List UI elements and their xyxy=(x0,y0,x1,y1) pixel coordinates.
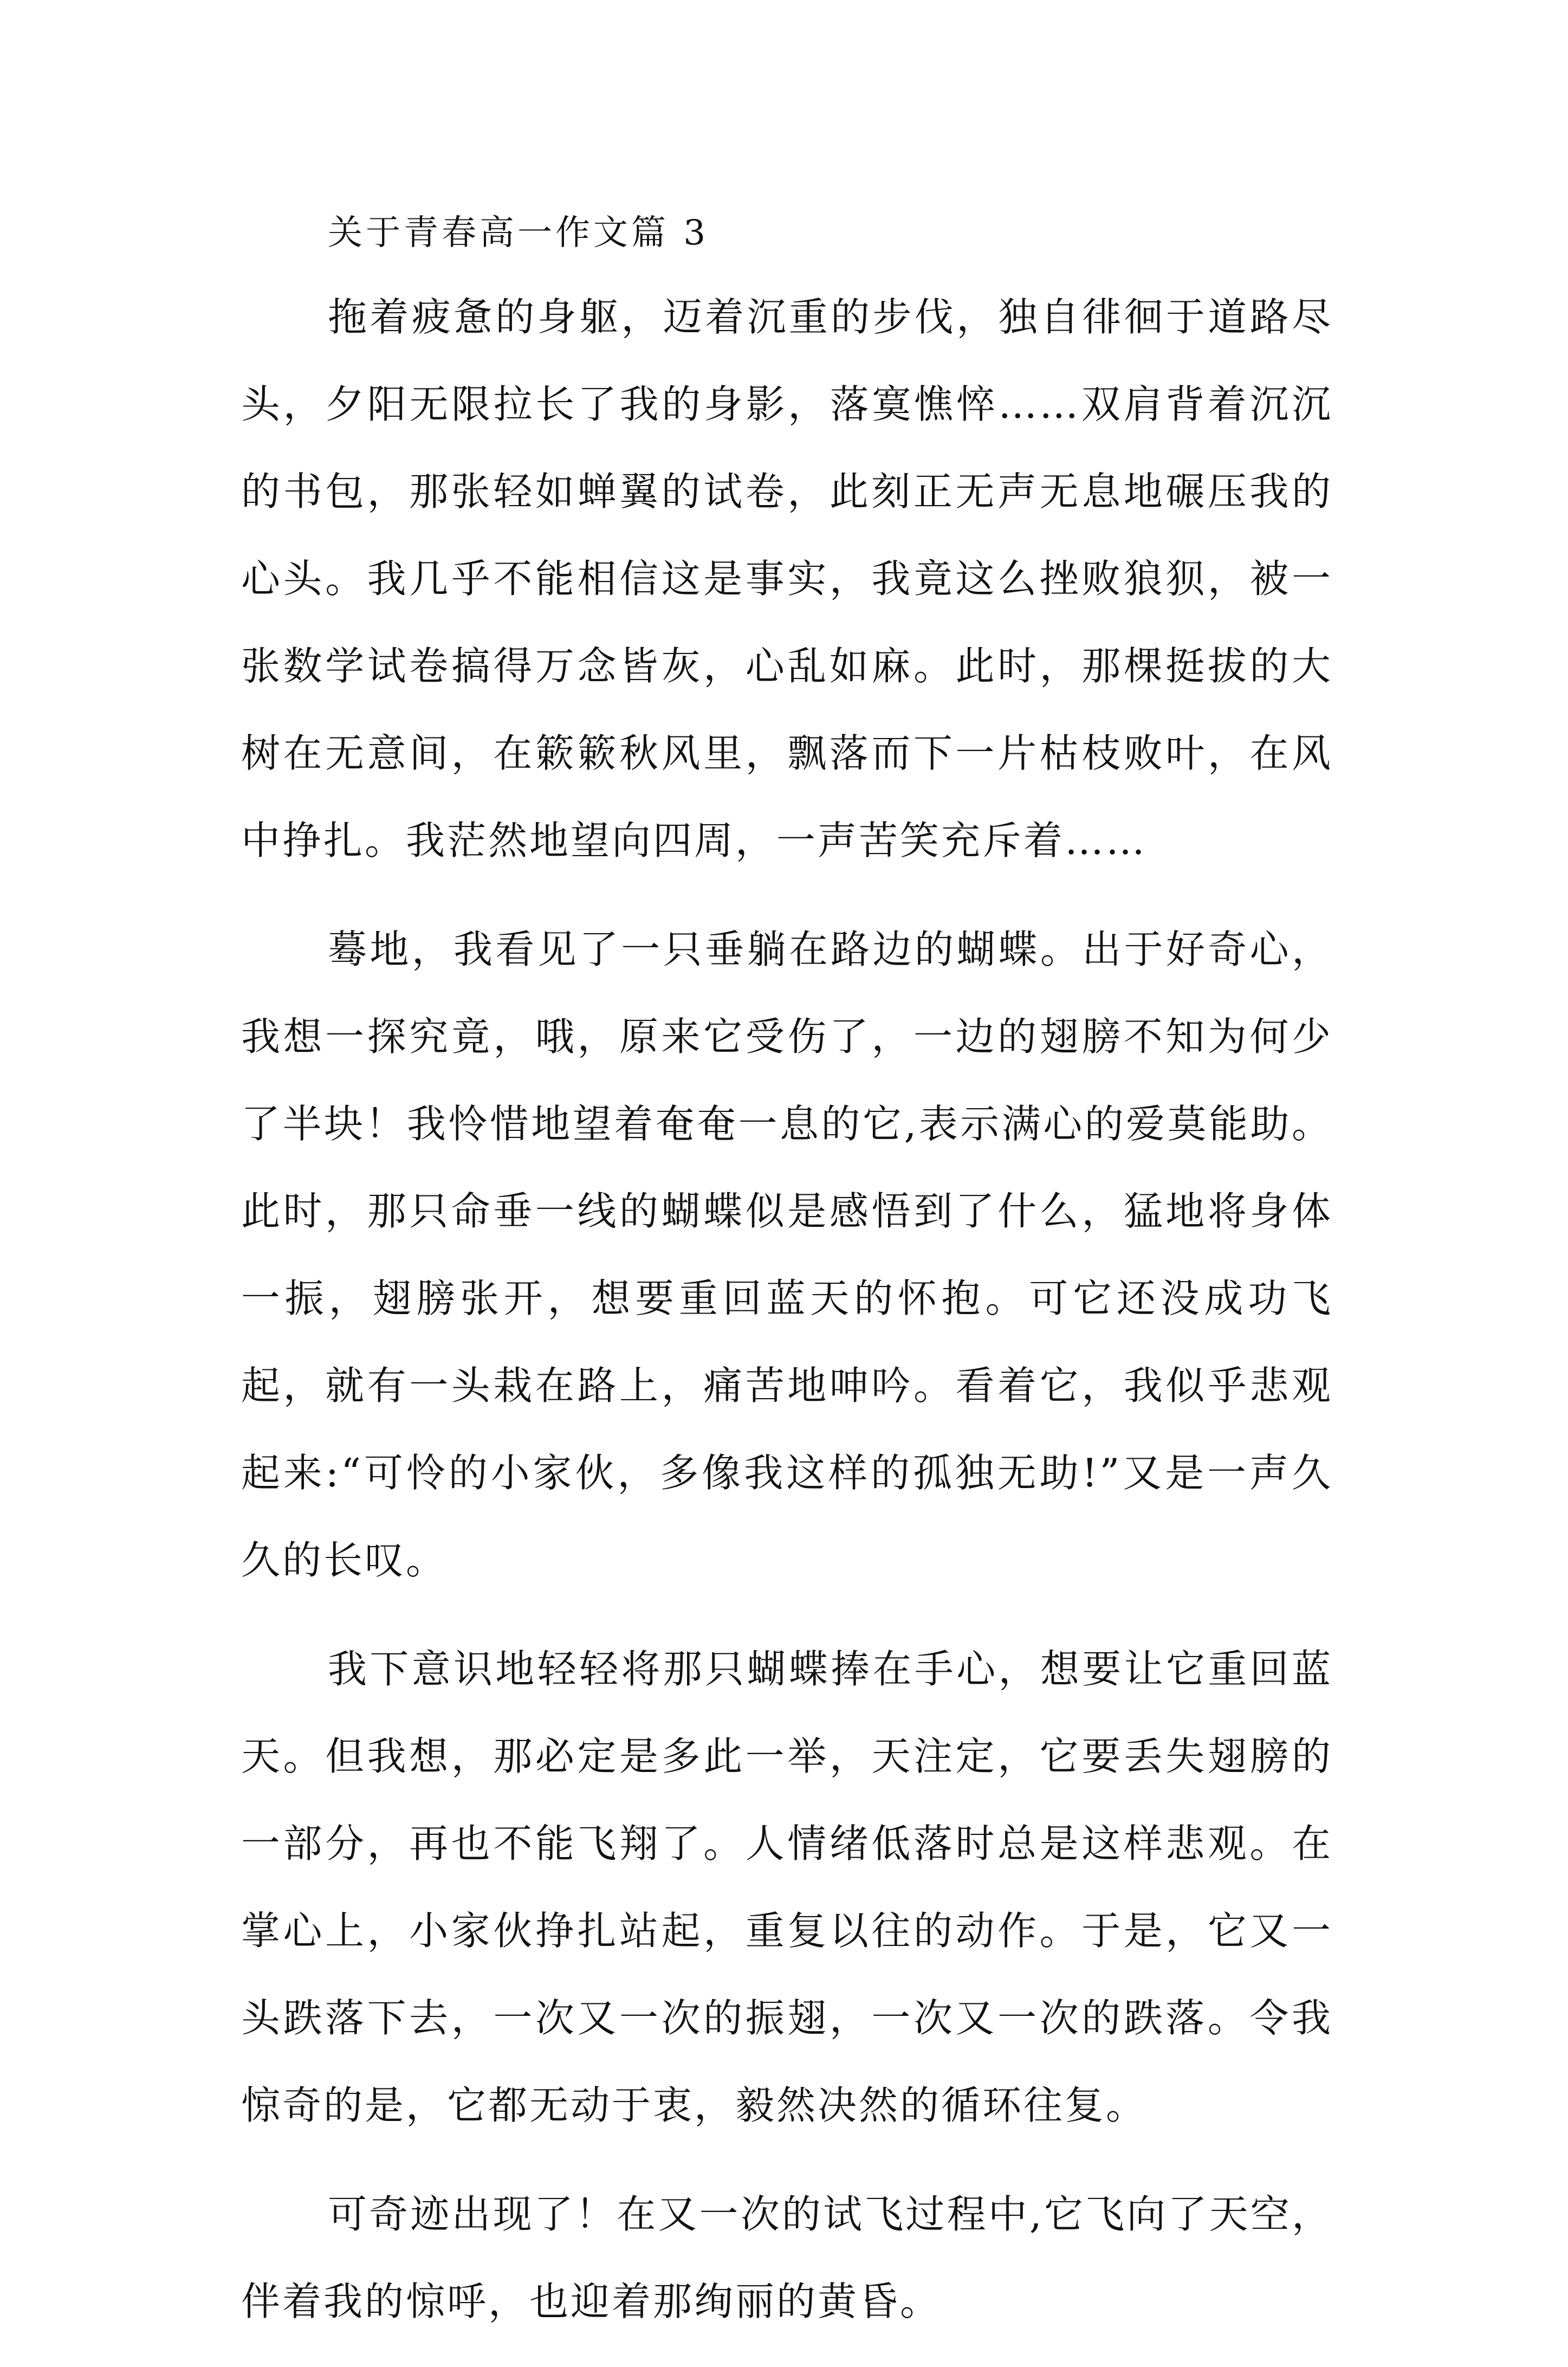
paragraph-2: 蓦地，我看见了一只垂躺在路边的蝴蝶。出于好奇心，我想一探究竟，哦，原来它受伤了，一边的翅膀不知为何少了半块！我怜惜地望着奄奄一息的它,表示满心的爱莫能助。此时，那只命垂一线的蝴蝶似是感悟到了什么，猛地将身体一振，翅膀张开，想要重回蓝天的怀抱。可它还没成功飞起，就有一头栽在路上，痛苦地呻吟。看着它，我似乎悲观起来:“可怜的小家伙，多像我这样的孤独无助!”又是一声久久的长叹。 xyxy=(241,927,1333,1583)
paragraph-4: 可奇迹出现了！在又一次的试飞过程中,它飞向了天空，伴着我的惊呼，也迎着那绚丽的黄昏。 xyxy=(241,2191,1333,2324)
paragraph-1: 拖着疲惫的身躯，迈着沉重的步伐，独自徘徊于道路尽头，夕阳无限拉长了我的身影，落寞憔悴……双肩背着沉沉的书包，那张轻如蝉翼的试卷，此刻正无声无息地碾压我的心头。我几乎不能相信这是事实，我竟这么挫败狼狈，被一张数学试卷搞得万念皆灰，心乱如麻。此时，那棵挺拔的大树在无意间，在簌簌秋风里，飘落而下一片枯枝败叶，在风中挣扎。我茫然地望向四周，一声苦笑充斥着…… xyxy=(241,294,1333,863)
essay-title: 关于青春高一作文篇 3 xyxy=(328,213,709,253)
paragraph-3: 我下意识地轻轻将那只蝴蝶捧在手心，想要让它重回蓝天。但我想，那必定是多此一举，天注定，它要丢失翅膀的一部分，再也不能飞翔了。人情绪低落时总是这样悲观。在掌心上，小家伙挣扎站起，重复以往的动作。于是，它又一头跌落下去，一次又一次的振翅，一次又一次的跌落。令我惊奇的是，它都无动于衷，毅然决然的循环往复。 xyxy=(241,1646,1333,2128)
essay-body xyxy=(241,201,1333,2367)
